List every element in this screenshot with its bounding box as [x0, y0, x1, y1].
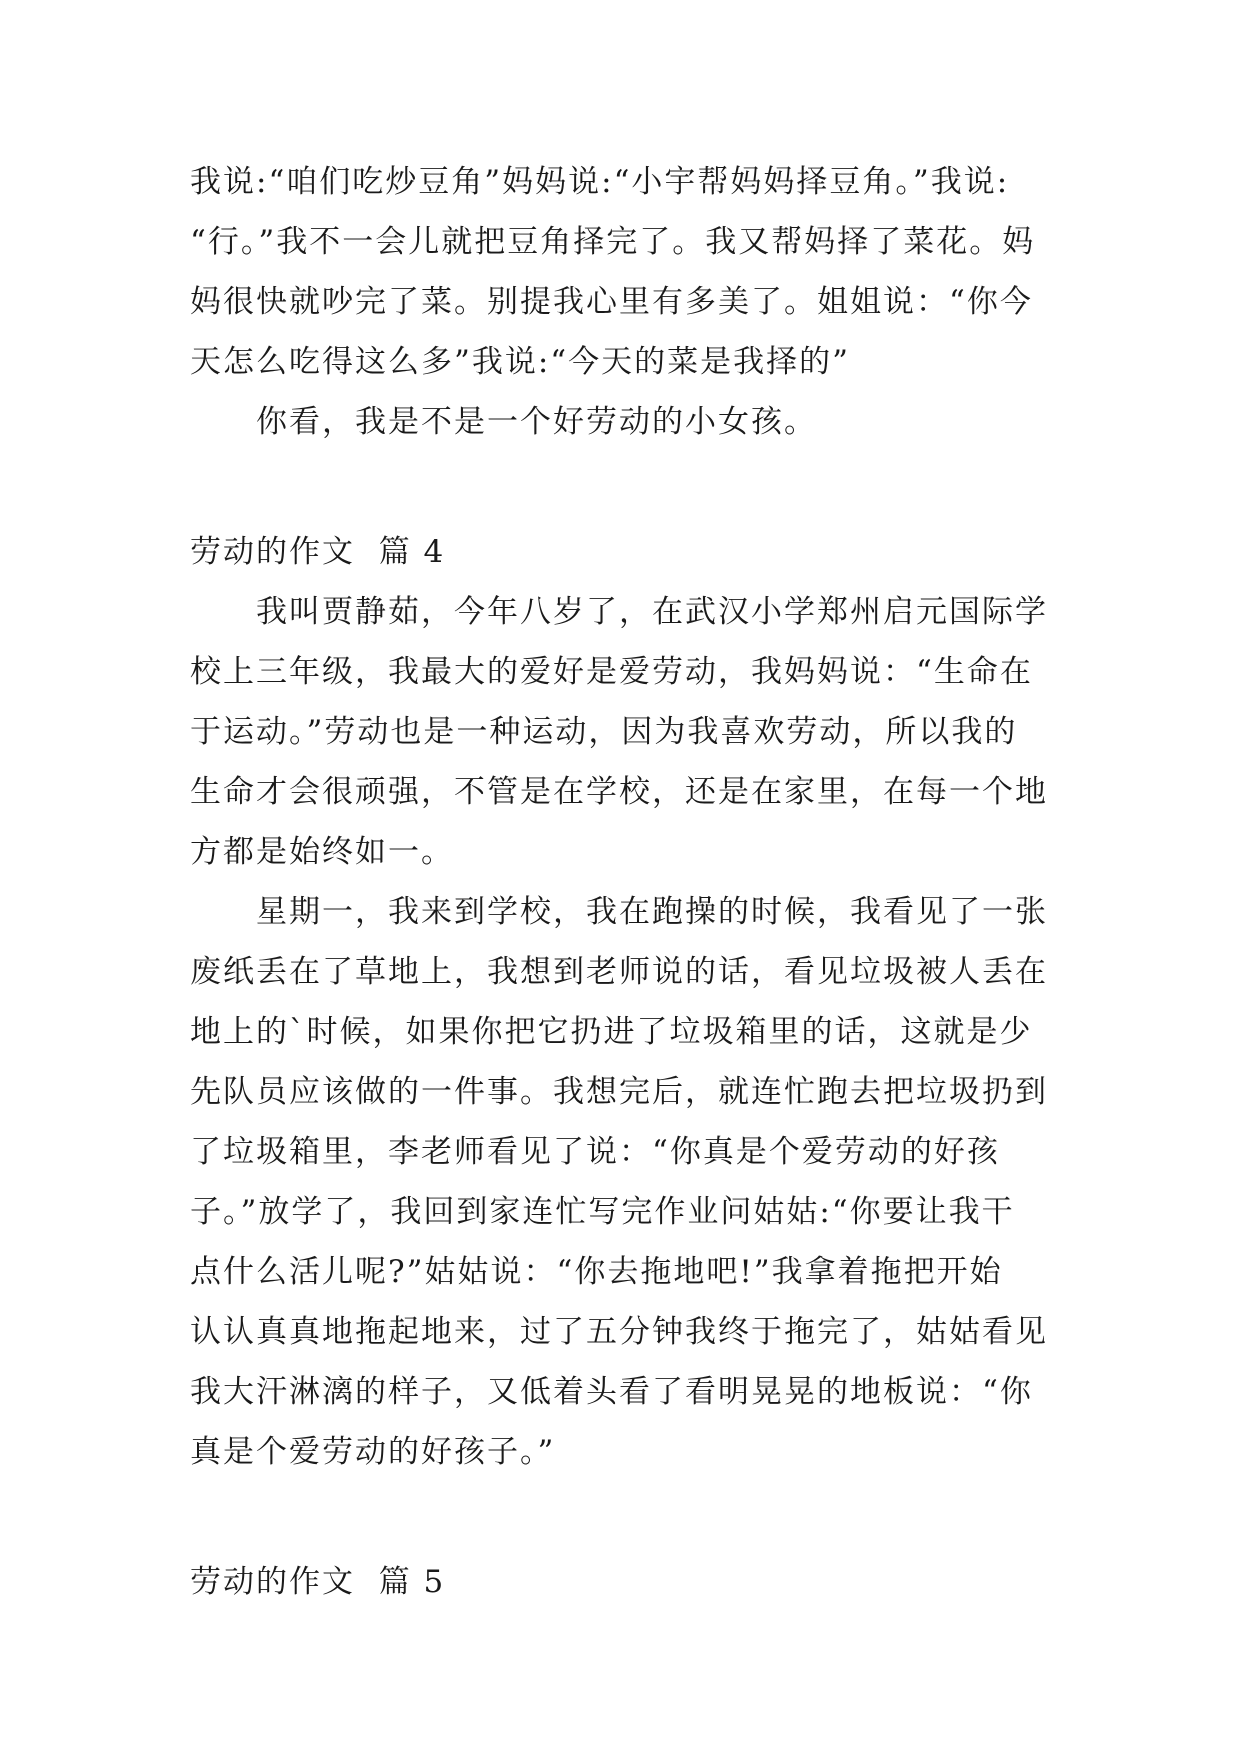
paragraph-top [190, 152, 1050, 392]
text-line: 先队员应该做的一件事。我想完后，就连忙跑去把垃圾扔到 [190, 1074, 1048, 1110]
text-line: 天怎么吃得这么多”我说:“今天的菜是我择的” [190, 344, 850, 380]
text-line: 我说:“咱们吃炒豆角”妈妈说:“小宇帮妈妈择豆角。”我说: [190, 164, 1010, 200]
section-gap [190, 1482, 1050, 1552]
text-line: 生命才会很顽强，不管是在学校，还是在家里，在每一个地 [190, 774, 1048, 810]
document-body [190, 152, 1050, 1612]
text-line: 了垃圾箱里，李老师看见了说：“你真是个爱劳动的好孩 [190, 1134, 1000, 1170]
section-gap [190, 452, 1050, 522]
text-line: 妈很快就吵完了菜。别提我心里有多美了。姐姐说：“你今 [190, 284, 1033, 320]
text-line: 我叫贾静茹，今年八岁了，在武汉小学郑州启元国际学 [256, 594, 1048, 630]
section-heading-4: 劳动的作文 篇 4 [190, 534, 446, 570]
text-line: 校上三年级，我最大的爱好是爱劳动，我妈妈说：“生命在 [190, 654, 1033, 690]
essay-4-paragraph-1 [190, 582, 1050, 882]
text-line: 子。”放学了，我回到家连忙写完作业问姑姑:“你要让我干 [190, 1194, 1015, 1230]
text-line: 星期一，我来到学校，我在跑操的时候，我看见了一张 [256, 894, 1048, 930]
text-line: 方都是始终如一。 [190, 834, 454, 870]
text-line: 认认真真地拖起地来，过了五分钟我终于拖完了，姑姑看见 [190, 1314, 1048, 1350]
text-line: 点什么活儿呢?”姑姑说：“你去拖地吧!”我拿着拖把开始 [190, 1254, 1003, 1290]
essay-4-paragraph-2 [190, 882, 1050, 1482]
text-line: 于运动。”劳动也是一种运动，因为我喜欢劳动，所以我的 [190, 714, 1018, 750]
text-line: 真是个爱劳动的好孩子。” [190, 1434, 556, 1470]
text-line: 地上的`时候，如果你把它扔进了垃圾箱里的话，这就是少 [190, 1014, 1033, 1050]
text-line: “行。”我不一会儿就把豆角择完了。我又帮妈择了菜花。妈 [190, 224, 1036, 260]
paragraph-closing: 你看，我是不是一个好劳动的小女孩。 [256, 404, 817, 440]
text-line: 废纸丢在了草地上，我想到老师说的话，看见垃圾被人丢在 [190, 954, 1048, 990]
text-line: 我大汗淋漓的样子，又低着头看了看明晃晃的地板说：“你 [190, 1374, 1033, 1410]
section-heading-5: 劳动的作文 篇 5 [190, 1564, 446, 1600]
